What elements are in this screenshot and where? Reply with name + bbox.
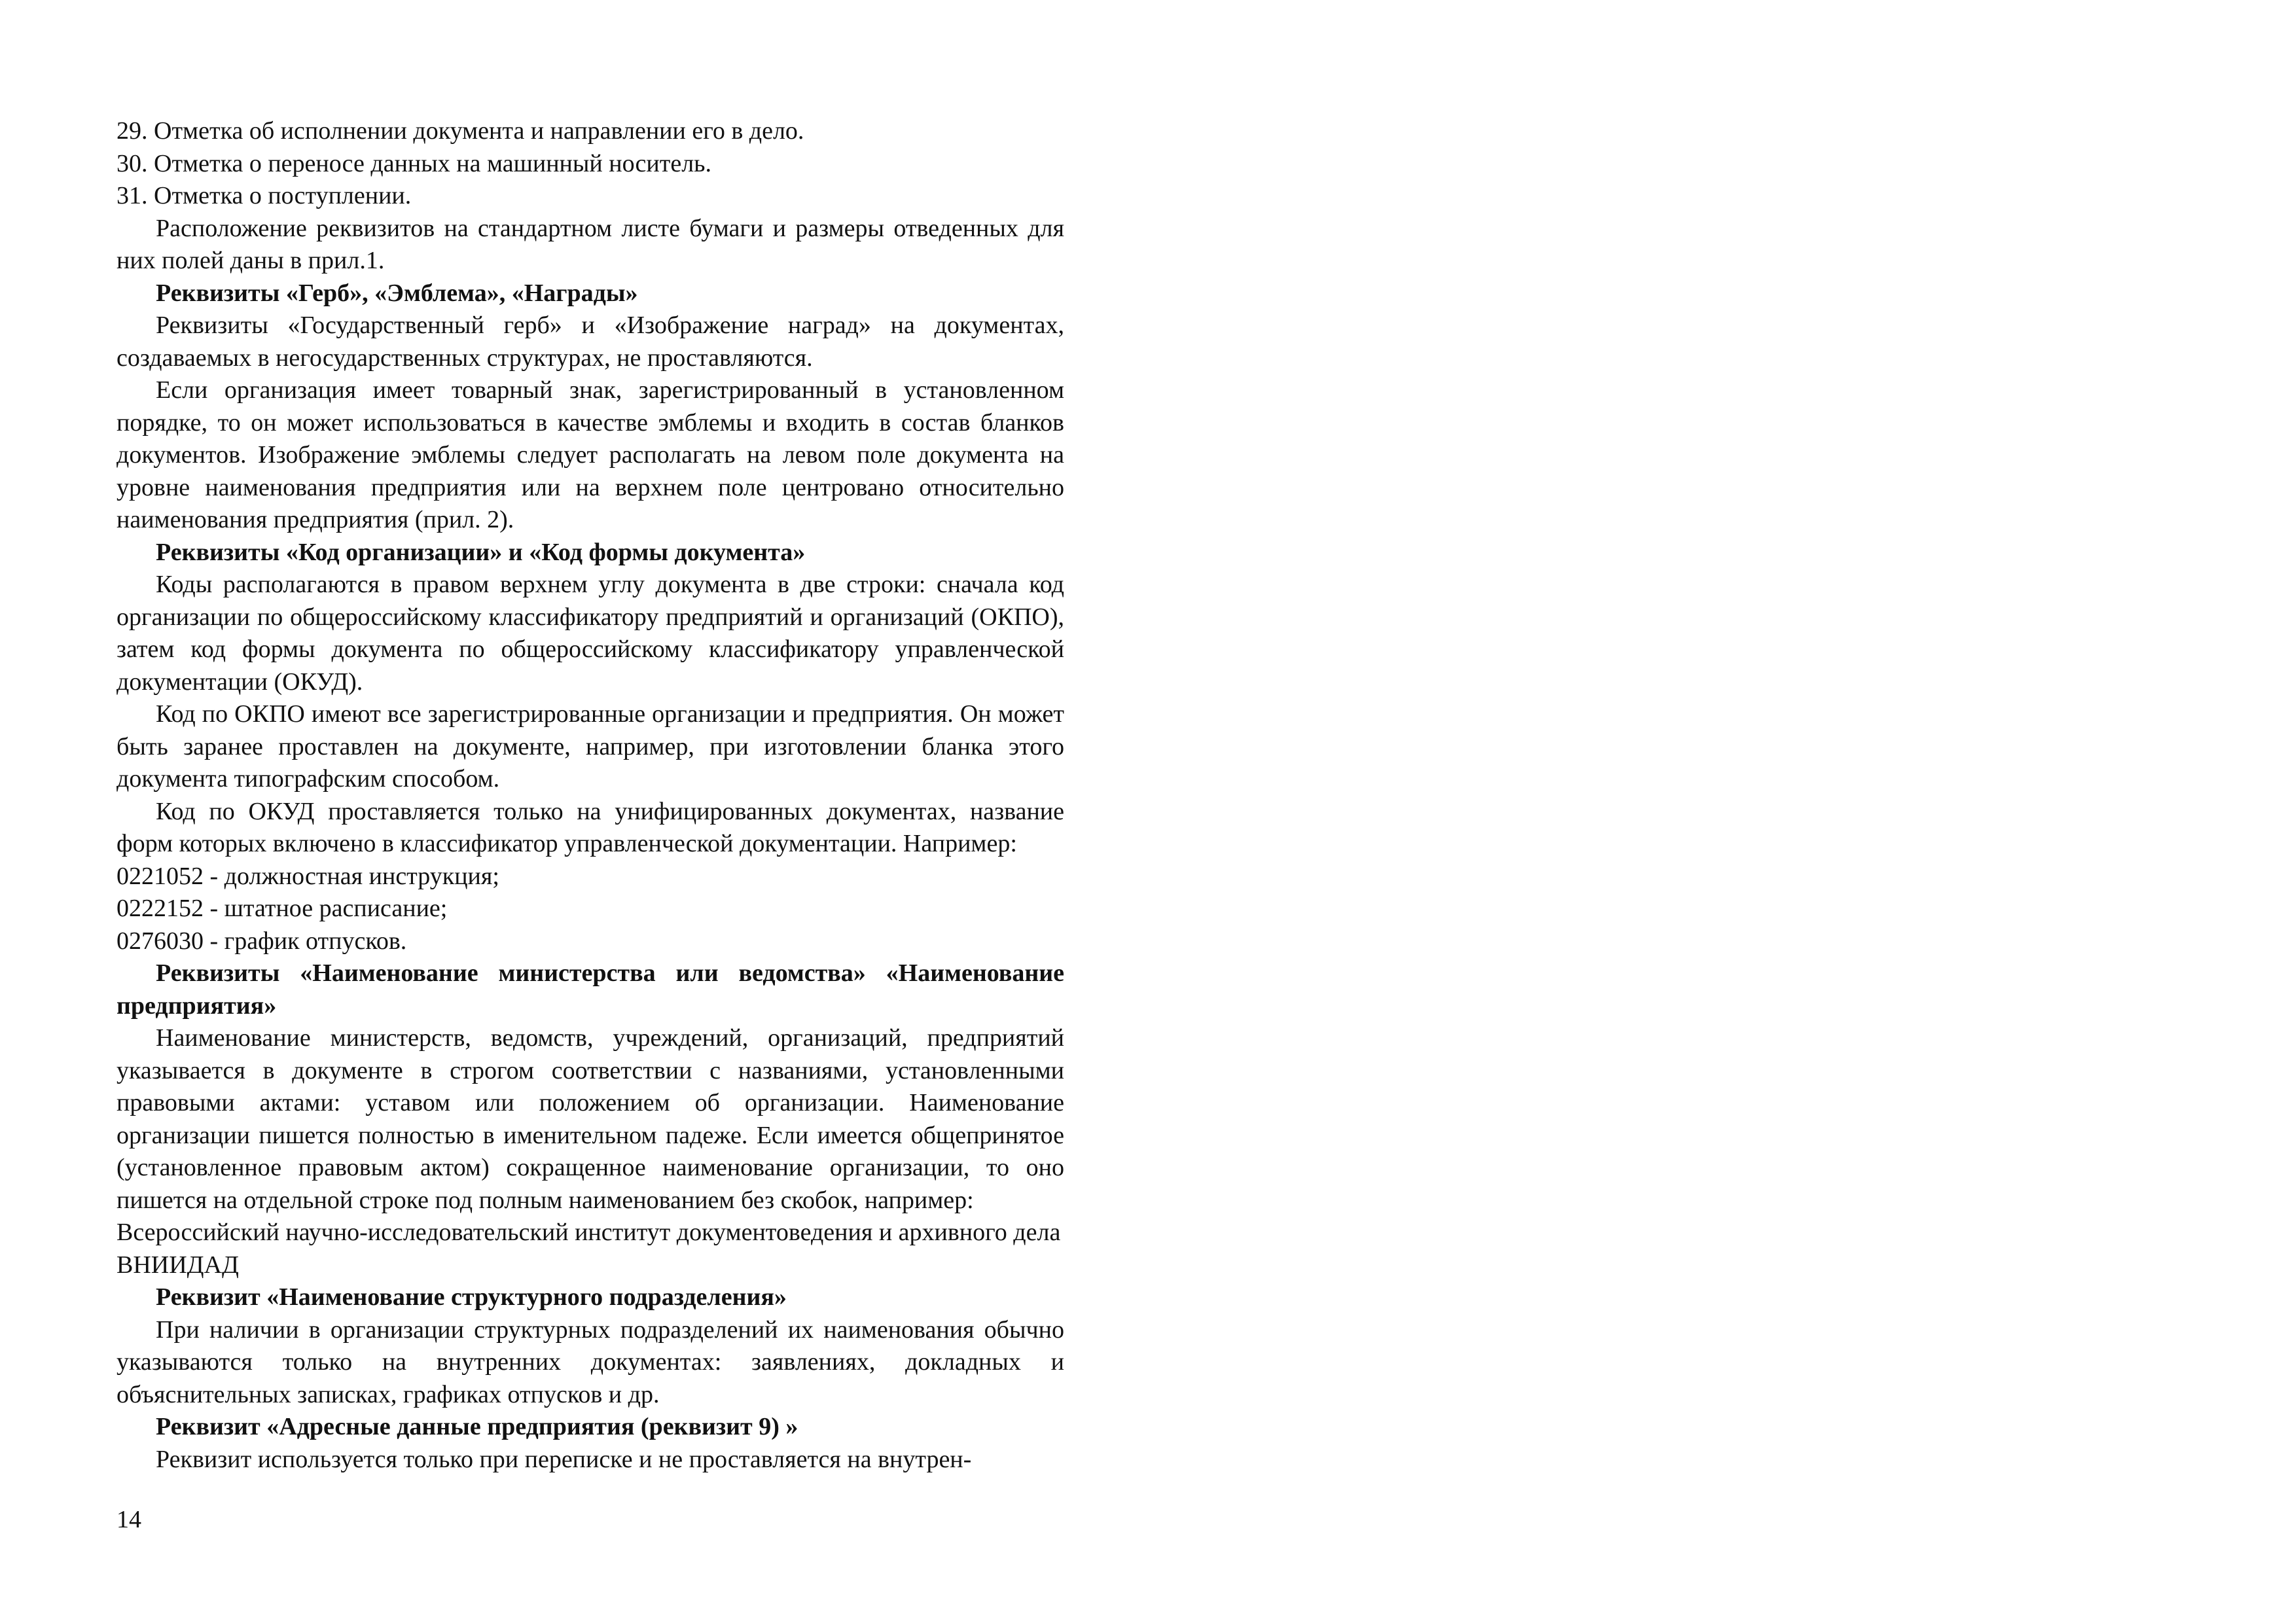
list-item: 30. Отметка о переносе данных на машинный носитель.	[117, 149, 712, 177]
paragraph: Код по ОКУД проставляется только на унифицированных документах, название форм которых включено в классификатор управленческой документации. Например:	[117, 797, 1064, 857]
section-heading-kod: Реквизиты «Код организации» и «Код формы документа»	[156, 538, 806, 566]
section-heading-gerb: Реквизиты «Герб», «Эмблема», «Награды»	[156, 279, 638, 307]
paragraph: Коды располагаются в правом верхнем углу документа в две строки: сначала код организации по общероссийскому классификатору предприятий и организаций (ОКПО), затем код формы документа по общероссийскому классификатору управленческой документации (ОКУД).	[117, 571, 1064, 696]
example-abbreviation: ВНИИДАД	[117, 1251, 239, 1279]
section-heading-naim: Реквизиты «Наименование министерства или ведомства» «Наименование предприятия»	[117, 959, 1064, 1020]
paragraph: Реквизиты «Государственный герб» и «Изображение наград» на документах, создаваемых в негосударственных структурах, не проставляются.	[117, 312, 1064, 372]
paragraph: Реквизит используется только при переписке и не проставляется на внутрен-	[156, 1445, 972, 1473]
code-line: 0221052 - должностная инструкция;	[117, 862, 499, 890]
list-item: 29. Отметка об исполнении документа и направлении его в дело.	[117, 117, 804, 145]
paragraph: При наличии в организации структурных подразделений их наименования обычно указываются только на внутренних документах: заявлениях, докладных и объяснительных записках, графиках отпусков и др.	[117, 1315, 1064, 1408]
paragraph: Код по ОКПО имеют все зарегистрированные организации и предприятия. Он может быть заранее проставлен на документе, например, при изготовлении бланка этого документа типографским способом.	[117, 700, 1064, 793]
section-heading-addr: Реквизит «Адресные данные предприятия (реквизит 9) »	[156, 1413, 798, 1440]
list-item: 31. Отметка о поступлении.	[117, 182, 412, 209]
document-page	[117, 115, 1064, 1476]
paragraph: Наименование министерств, ведомств, учреждений, организаций, предприятий указывается в документе в строгом соответствии с названиями, установленными правовыми актами: уставом или положением об организации. Наименование организации пишется полностью в именительном падеже. Если имеется общепринятое (установленное правовым актом) сокращенное наименование организации, то оно пишется на отдельной строке под полным наименованием без скобок, например:	[117, 1024, 1064, 1214]
intro-paragraph: Расположение реквизитов на стандартном листе бумаги и размеры отведенных для них полей даны в прил.1.	[117, 214, 1064, 274]
paragraph: Если организация имеет товарный знак, зарегистрированный в установленном порядке, то он может использоваться в качестве эмблемы и входить в состав бланков документов. Изображение эмблемы следует располагать на левом поле документа на уровне наименования предприятия или на верхнем поле центровано относительно наименования предприятия (прил. 2).	[117, 376, 1064, 533]
section-heading-struct: Реквизит «Наименование структурного подразделения»	[156, 1283, 787, 1311]
code-line: 0276030 - график отпусков.	[117, 927, 407, 955]
code-line: 0222152 - штатное расписание;	[117, 895, 448, 922]
example-full-name: Всероссийский научно-исследовательский институт документоведения и архивного дела	[117, 1219, 1061, 1246]
page-number: 14	[117, 1506, 141, 1533]
